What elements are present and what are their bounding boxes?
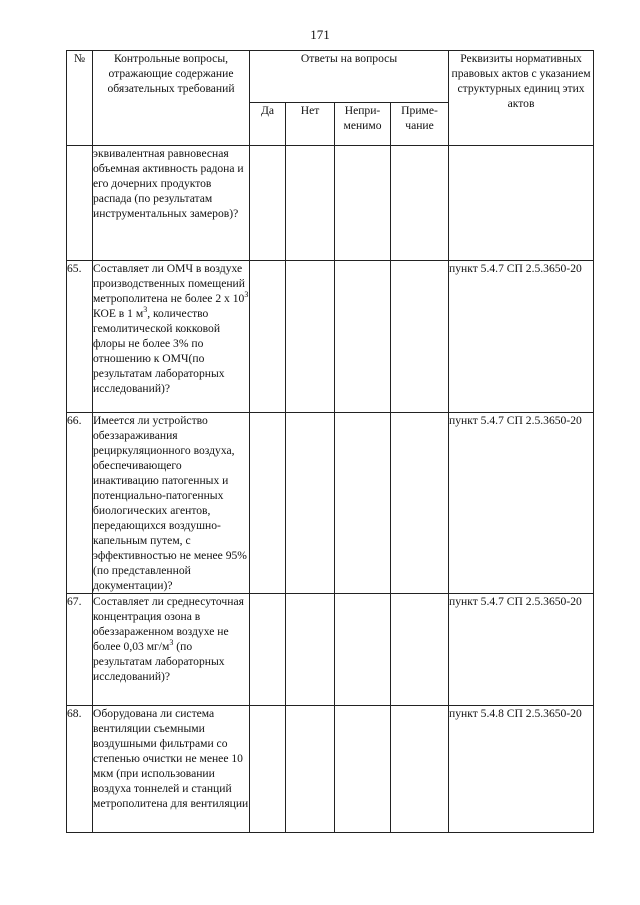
header-requisites: Реквизиты нормативных правовых актов с указанием структурных единиц этих актов (449, 51, 594, 146)
question-text: Составляет ли ОМЧ в воздухе производственных помещений метрополитена не более 2 х 10 (93, 262, 245, 305)
row-number: 67. (67, 594, 93, 706)
answer-yes-cell (250, 413, 286, 594)
row-reference: пункт 5.4.7 СП 2.5.3650-20 (449, 413, 594, 594)
answer-note-cell (391, 261, 449, 413)
row-number (67, 146, 93, 261)
header-row (67, 51, 594, 103)
page-number: 171 (310, 27, 330, 42)
header-number: № (67, 51, 93, 146)
row-number: 66. (67, 413, 93, 594)
table-row (67, 706, 594, 833)
answer-no-cell (286, 413, 335, 594)
row-question: Оборудована ли система вентиляции съемными воздушными фильтрами со степенью очистки не менее 10 мкм (при использовании воздуха тоннелей и станций метрополитена для вентиляции (93, 706, 250, 833)
superscript: 3 (143, 305, 148, 315)
answer-na-cell (335, 146, 391, 261)
row-reference: пункт 5.4.8 СП 2.5.3650-20 (449, 706, 594, 833)
question-text: КОЕ в 1 м (93, 307, 144, 320)
question-text: , количество гемолитической кокковой флоры не более 3% по отношению к ОМЧ(по результатам лабораторных исследований)? (93, 307, 225, 395)
answer-na-cell (335, 413, 391, 594)
answer-note-cell (391, 706, 449, 833)
header-question: Контрольные вопросы, отражающие содержание обязательных требований (93, 51, 250, 146)
answer-na-cell (335, 261, 391, 413)
header-answer-no: Нет (286, 103, 335, 146)
row-reference (449, 146, 594, 261)
answer-note-cell (391, 146, 449, 261)
row-question (93, 261, 250, 413)
answer-yes-cell (250, 261, 286, 413)
header-answer-note: Приме-чание (391, 103, 449, 146)
header-answers: Ответы на вопросы (250, 51, 449, 103)
header-answer-yes: Да (250, 103, 286, 146)
superscript: 3 (169, 638, 174, 648)
answer-note-cell (391, 413, 449, 594)
row-reference: пункт 5.4.7 СП 2.5.3650-20 (449, 594, 594, 706)
row-number: 65. (67, 261, 93, 413)
row-question: эквивалентная равновесная объемная активность радона и его дочерних продуктов распада (по результатам инструментальных замеров)? (93, 146, 250, 261)
header-answer-not-applicable: Непри-менимо (335, 103, 391, 146)
table-row (67, 261, 594, 413)
table-row (67, 594, 594, 706)
superscript: 3 (244, 290, 249, 300)
row-question: Имеется ли устройство обеззараживания рециркуляционного воздуха, обеспечивающего инактивацию патогенных и потенциально-патогенных биологических агентов, передающихся воздушно-капельным путем, с эффективностью не менее 95% (по представленной документации)? (93, 413, 250, 594)
answer-yes-cell (250, 706, 286, 833)
question-text: (по результатам лабораторных исследований)? (93, 640, 225, 683)
table-row (67, 146, 594, 261)
answer-no-cell (286, 594, 335, 706)
answer-yes-cell (250, 146, 286, 261)
row-number: 68. (67, 706, 93, 833)
answer-no-cell (286, 706, 335, 833)
answer-note-cell (391, 594, 449, 706)
checklist-table (66, 50, 594, 833)
answer-na-cell (335, 706, 391, 833)
row-question (93, 594, 250, 706)
table-row (67, 413, 594, 594)
answer-yes-cell (250, 594, 286, 706)
answer-no-cell (286, 146, 335, 261)
answer-na-cell (335, 594, 391, 706)
row-reference: пункт 5.4.7 СП 2.5.3650-20 (449, 261, 594, 413)
answer-no-cell (286, 261, 335, 413)
question-text: Составляет ли среднесуточная концентрация озона в обеззараженном воздухе не более 0,03 мг/м (93, 595, 244, 653)
